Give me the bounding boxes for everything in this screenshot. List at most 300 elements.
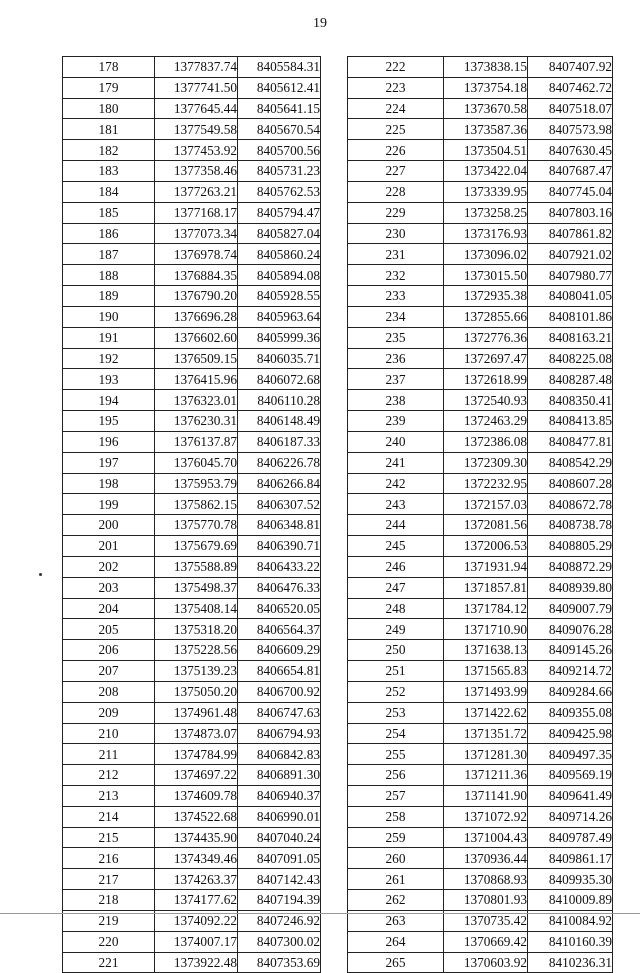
table-row (348, 181, 613, 202)
y-coordinate-cell: 8408805.29 (528, 536, 613, 557)
x-coordinate-cell: 1372309.30 (444, 452, 528, 473)
y-coordinate-cell: 8405963.64 (238, 306, 321, 327)
point-number-cell: 188 (63, 265, 155, 286)
x-coordinate-cell: 1374263.37 (155, 869, 238, 890)
point-number-cell: 236 (348, 348, 444, 369)
x-coordinate-cell: 1372855.66 (444, 306, 528, 327)
y-coordinate-cell: 8406307.52 (238, 494, 321, 515)
x-coordinate-cell: 1372081.56 (444, 515, 528, 536)
point-number-cell: 213 (63, 785, 155, 806)
point-number-cell: 196 (63, 431, 155, 452)
point-number-cell: 194 (63, 390, 155, 411)
point-number-cell: 241 (348, 452, 444, 473)
y-coordinate-cell: 8407040.24 (238, 827, 321, 848)
y-coordinate-cell: 8405612.41 (238, 77, 321, 98)
x-coordinate-cell: 1374522.68 (155, 806, 238, 827)
point-number-cell: 223 (348, 77, 444, 98)
x-coordinate-cell: 1374435.90 (155, 827, 238, 848)
x-coordinate-cell: 1374784.99 (155, 744, 238, 765)
table-row (348, 57, 613, 78)
point-number-cell: 214 (63, 806, 155, 827)
table-row (348, 848, 613, 869)
x-coordinate-cell: 1370801.93 (444, 890, 528, 911)
x-coordinate-cell: 1371710.90 (444, 619, 528, 640)
x-coordinate-cell: 1371351.72 (444, 723, 528, 744)
y-coordinate-cell: 8406476.33 (238, 577, 321, 598)
x-coordinate-cell: 1372006.53 (444, 536, 528, 557)
y-coordinate-cell: 8409569.19 (528, 765, 613, 786)
y-coordinate-cell: 8410160.39 (528, 931, 613, 952)
y-coordinate-cell: 8405700.56 (238, 140, 321, 161)
coordinate-table-right (347, 56, 613, 973)
x-coordinate-cell: 1371281.30 (444, 744, 528, 765)
x-coordinate-cell: 1371565.83 (444, 661, 528, 682)
point-number-cell: 244 (348, 515, 444, 536)
point-number-cell: 179 (63, 77, 155, 98)
x-coordinate-cell: 1373015.50 (444, 265, 528, 286)
point-number-cell: 205 (63, 619, 155, 640)
x-coordinate-cell: 1376137.87 (155, 431, 238, 452)
table-row (348, 869, 613, 890)
table-row (63, 577, 321, 598)
x-coordinate-cell: 1375498.37 (155, 577, 238, 598)
x-coordinate-cell: 1375953.79 (155, 473, 238, 494)
x-coordinate-cell: 1370936.44 (444, 848, 528, 869)
y-coordinate-cell: 8409145.26 (528, 640, 613, 661)
x-coordinate-cell: 1372540.93 (444, 390, 528, 411)
point-number-cell: 257 (348, 785, 444, 806)
x-coordinate-cell: 1377453.92 (155, 140, 238, 161)
y-coordinate-cell: 8405999.36 (238, 327, 321, 348)
point-number-cell: 211 (63, 744, 155, 765)
point-number-cell: 198 (63, 473, 155, 494)
table-row (348, 140, 613, 161)
y-coordinate-cell: 8409641.49 (528, 785, 613, 806)
point-number-cell: 187 (63, 244, 155, 265)
table-row (348, 556, 613, 577)
x-coordinate-cell: 1377073.34 (155, 223, 238, 244)
table-row (63, 306, 321, 327)
table-row (63, 765, 321, 786)
table-row (348, 244, 613, 265)
y-coordinate-cell: 8407462.72 (528, 77, 613, 98)
table-row (348, 640, 613, 661)
point-number-cell: 234 (348, 306, 444, 327)
table-row (63, 348, 321, 369)
y-coordinate-cell: 8407803.16 (528, 202, 613, 223)
y-coordinate-cell: 8407518.07 (528, 98, 613, 119)
y-coordinate-cell: 8407745.04 (528, 181, 613, 202)
y-coordinate-cell: 8408542.29 (528, 452, 613, 473)
x-coordinate-cell: 1375228.56 (155, 640, 238, 661)
table-row (63, 494, 321, 515)
y-coordinate-cell: 8405762.53 (238, 181, 321, 202)
x-coordinate-cell: 1376978.74 (155, 244, 238, 265)
table-row (63, 515, 321, 536)
x-coordinate-cell: 1371857.81 (444, 577, 528, 598)
table-row (63, 286, 321, 307)
table-row (63, 77, 321, 98)
x-coordinate-cell: 1372463.29 (444, 411, 528, 432)
table-row (348, 890, 613, 911)
y-coordinate-cell: 8405584.31 (238, 57, 321, 78)
point-number-cell: 185 (63, 202, 155, 223)
x-coordinate-cell: 1372776.36 (444, 327, 528, 348)
y-coordinate-cell: 8407687.47 (528, 161, 613, 182)
y-coordinate-cell: 8406609.29 (238, 640, 321, 661)
point-number-cell: 200 (63, 515, 155, 536)
x-coordinate-cell: 1372386.08 (444, 431, 528, 452)
table-row (63, 702, 321, 723)
bottom-edge-line (0, 913, 640, 914)
table-row (348, 265, 613, 286)
y-coordinate-cell: 8406148.49 (238, 411, 321, 432)
y-coordinate-cell: 8407630.45 (528, 140, 613, 161)
x-coordinate-cell: 1377645.44 (155, 98, 238, 119)
x-coordinate-cell: 1373670.58 (444, 98, 528, 119)
table-row (348, 431, 613, 452)
point-number-cell: 230 (348, 223, 444, 244)
y-coordinate-cell: 8406348.81 (238, 515, 321, 536)
table-row (63, 119, 321, 140)
x-coordinate-cell: 1374177.62 (155, 890, 238, 911)
x-coordinate-cell: 1376509.15 (155, 348, 238, 369)
table-row (348, 77, 613, 98)
x-coordinate-cell: 1373258.25 (444, 202, 528, 223)
x-coordinate-cell: 1370603.92 (444, 952, 528, 973)
x-coordinate-cell: 1374697.22 (155, 765, 238, 786)
table-row (63, 411, 321, 432)
table-row (63, 140, 321, 161)
point-number-cell: 248 (348, 598, 444, 619)
y-coordinate-cell: 8405731.23 (238, 161, 321, 182)
point-number-cell: 255 (348, 744, 444, 765)
x-coordinate-cell: 1371493.99 (444, 681, 528, 702)
x-coordinate-cell: 1371422.62 (444, 702, 528, 723)
point-number-cell: 192 (63, 348, 155, 369)
y-coordinate-cell: 8405860.24 (238, 244, 321, 265)
table-row (348, 785, 613, 806)
x-coordinate-cell: 1375408.14 (155, 598, 238, 619)
y-coordinate-cell: 8409355.08 (528, 702, 613, 723)
point-number-cell: 218 (63, 890, 155, 911)
point-number-cell: 250 (348, 640, 444, 661)
table-row (63, 223, 321, 244)
point-number-cell: 227 (348, 161, 444, 182)
x-coordinate-cell: 1372232.95 (444, 473, 528, 494)
point-number-cell: 259 (348, 827, 444, 848)
table-row (348, 286, 613, 307)
table-row (63, 785, 321, 806)
x-coordinate-cell: 1374873.07 (155, 723, 238, 744)
x-coordinate-cell: 1376790.20 (155, 286, 238, 307)
x-coordinate-cell: 1376696.28 (155, 306, 238, 327)
point-number-cell: 217 (63, 869, 155, 890)
y-coordinate-cell: 8405827.04 (238, 223, 321, 244)
point-number-cell: 249 (348, 619, 444, 640)
x-coordinate-cell: 1373422.04 (444, 161, 528, 182)
table-row (63, 556, 321, 577)
y-coordinate-cell: 8409214.72 (528, 661, 613, 682)
point-number-cell: 260 (348, 848, 444, 869)
point-number-cell: 197 (63, 452, 155, 473)
x-coordinate-cell: 1371211.36 (444, 765, 528, 786)
x-coordinate-cell: 1377741.50 (155, 77, 238, 98)
y-coordinate-cell: 8408101.86 (528, 306, 613, 327)
table-row (348, 806, 613, 827)
x-coordinate-cell: 1371141.90 (444, 785, 528, 806)
point-number-cell: 222 (348, 57, 444, 78)
point-number-cell: 231 (348, 244, 444, 265)
x-coordinate-cell: 1375588.89 (155, 556, 238, 577)
x-coordinate-cell: 1377358.46 (155, 161, 238, 182)
point-number-cell: 252 (348, 681, 444, 702)
table-row (348, 452, 613, 473)
point-number-cell: 208 (63, 681, 155, 702)
x-coordinate-cell: 1376045.70 (155, 452, 238, 473)
y-coordinate-cell: 8407921.02 (528, 244, 613, 265)
point-number-cell: 265 (348, 952, 444, 973)
table-row (63, 744, 321, 765)
y-coordinate-cell: 8406266.84 (238, 473, 321, 494)
point-number-cell: 247 (348, 577, 444, 598)
y-coordinate-cell: 8405794.47 (238, 202, 321, 223)
table-row (63, 202, 321, 223)
table-row (63, 57, 321, 78)
table-row (63, 452, 321, 473)
point-number-cell: 207 (63, 661, 155, 682)
x-coordinate-cell: 1370735.42 (444, 910, 528, 931)
point-number-cell: 263 (348, 910, 444, 931)
point-number-cell: 242 (348, 473, 444, 494)
point-number-cell: 226 (348, 140, 444, 161)
table-row (348, 702, 613, 723)
point-number-cell: 251 (348, 661, 444, 682)
table-row (63, 390, 321, 411)
y-coordinate-cell: 8408287.48 (528, 369, 613, 390)
point-number-cell: 215 (63, 827, 155, 848)
x-coordinate-cell: 1372157.03 (444, 494, 528, 515)
y-coordinate-cell: 8409007.79 (528, 598, 613, 619)
point-number-cell: 216 (63, 848, 155, 869)
y-coordinate-cell: 8409284.66 (528, 681, 613, 702)
point-number-cell: 220 (63, 931, 155, 952)
table-row (348, 723, 613, 744)
y-coordinate-cell: 8406842.83 (238, 744, 321, 765)
y-coordinate-cell: 8408872.29 (528, 556, 613, 577)
y-coordinate-cell: 8406035.71 (238, 348, 321, 369)
y-coordinate-cell: 8406390.71 (238, 536, 321, 557)
table-row (63, 827, 321, 848)
table-row (63, 473, 321, 494)
table-row (63, 431, 321, 452)
y-coordinate-cell: 8409861.17 (528, 848, 613, 869)
x-coordinate-cell: 1374007.17 (155, 931, 238, 952)
point-number-cell: 204 (63, 598, 155, 619)
y-coordinate-cell: 8408350.41 (528, 390, 613, 411)
y-coordinate-cell: 8406747.63 (238, 702, 321, 723)
y-coordinate-cell: 8408477.81 (528, 431, 613, 452)
point-number-cell: 253 (348, 702, 444, 723)
point-number-cell: 256 (348, 765, 444, 786)
y-coordinate-cell: 8405894.08 (238, 265, 321, 286)
y-coordinate-cell: 8406110.28 (238, 390, 321, 411)
table-row (348, 931, 613, 952)
point-number-cell: 225 (348, 119, 444, 140)
point-number-cell: 178 (63, 57, 155, 78)
table-row (348, 202, 613, 223)
point-number-cell: 209 (63, 702, 155, 723)
y-coordinate-cell: 8408672.78 (528, 494, 613, 515)
point-number-cell: 224 (348, 98, 444, 119)
point-number-cell: 201 (63, 536, 155, 557)
table-row (348, 369, 613, 390)
point-number-cell: 254 (348, 723, 444, 744)
x-coordinate-cell: 1377263.21 (155, 181, 238, 202)
y-coordinate-cell: 8409425.98 (528, 723, 613, 744)
table-row (348, 494, 613, 515)
point-number-cell: 221 (63, 952, 155, 973)
table-row (63, 244, 321, 265)
table-row (63, 952, 321, 973)
table-row (348, 827, 613, 848)
y-coordinate-cell: 8409935.30 (528, 869, 613, 890)
table-row (63, 598, 321, 619)
point-number-cell: 240 (348, 431, 444, 452)
page-number: 19 (313, 16, 327, 31)
table-row (63, 536, 321, 557)
table-row (348, 598, 613, 619)
x-coordinate-cell: 1373176.93 (444, 223, 528, 244)
point-number-cell: 212 (63, 765, 155, 786)
x-coordinate-cell: 1376323.01 (155, 390, 238, 411)
y-coordinate-cell: 8408939.80 (528, 577, 613, 598)
x-coordinate-cell: 1373587.36 (444, 119, 528, 140)
table-row (63, 181, 321, 202)
point-number-cell: 183 (63, 161, 155, 182)
table-row (348, 952, 613, 973)
y-coordinate-cell: 8406891.30 (238, 765, 321, 786)
x-coordinate-cell: 1373754.18 (444, 77, 528, 98)
y-coordinate-cell: 8406226.78 (238, 452, 321, 473)
x-coordinate-cell: 1371784.12 (444, 598, 528, 619)
x-coordinate-cell: 1370868.93 (444, 869, 528, 890)
x-coordinate-cell: 1376884.35 (155, 265, 238, 286)
x-coordinate-cell: 1373922.48 (155, 952, 238, 973)
x-coordinate-cell: 1371072.92 (444, 806, 528, 827)
x-coordinate-cell: 1371004.43 (444, 827, 528, 848)
x-coordinate-cell: 1372697.47 (444, 348, 528, 369)
x-coordinate-cell: 1377837.74 (155, 57, 238, 78)
x-coordinate-cell: 1372618.99 (444, 369, 528, 390)
point-number-cell: 191 (63, 327, 155, 348)
point-number-cell: 186 (63, 223, 155, 244)
point-number-cell: 182 (63, 140, 155, 161)
table-row (348, 348, 613, 369)
point-number-cell: 210 (63, 723, 155, 744)
table-row (63, 806, 321, 827)
x-coordinate-cell: 1377549.58 (155, 119, 238, 140)
table-row (348, 390, 613, 411)
x-coordinate-cell: 1370669.42 (444, 931, 528, 952)
y-coordinate-cell: 8406433.22 (238, 556, 321, 577)
y-coordinate-cell: 8406520.05 (238, 598, 321, 619)
point-number-cell: 206 (63, 640, 155, 661)
y-coordinate-cell: 8406654.81 (238, 661, 321, 682)
y-coordinate-cell: 8407353.69 (238, 952, 321, 973)
table-row (348, 223, 613, 244)
point-number-cell: 184 (63, 181, 155, 202)
table-row (348, 681, 613, 702)
point-number-cell: 261 (348, 869, 444, 890)
y-coordinate-cell: 8405670.54 (238, 119, 321, 140)
x-coordinate-cell: 1372935.38 (444, 286, 528, 307)
table-row (63, 931, 321, 952)
table-row (63, 661, 321, 682)
point-number-cell: 232 (348, 265, 444, 286)
point-number-cell: 262 (348, 890, 444, 911)
point-number-cell: 181 (63, 119, 155, 140)
y-coordinate-cell: 8407300.02 (238, 931, 321, 952)
x-coordinate-cell: 1376230.31 (155, 411, 238, 432)
table-row (348, 744, 613, 765)
x-coordinate-cell: 1376415.96 (155, 369, 238, 390)
x-coordinate-cell: 1371931.94 (444, 556, 528, 577)
point-number-cell: 228 (348, 181, 444, 202)
table-row (63, 681, 321, 702)
y-coordinate-cell: 8408607.28 (528, 473, 613, 494)
table-row (348, 619, 613, 640)
x-coordinate-cell: 1373339.95 (444, 181, 528, 202)
table-row (63, 869, 321, 890)
table-row (348, 536, 613, 557)
x-coordinate-cell: 1373096.02 (444, 244, 528, 265)
y-coordinate-cell: 8407142.43 (238, 869, 321, 890)
point-number-cell: 264 (348, 931, 444, 952)
point-number-cell: 235 (348, 327, 444, 348)
y-coordinate-cell: 8406072.68 (238, 369, 321, 390)
table-row (348, 473, 613, 494)
y-coordinate-cell: 8408041.05 (528, 286, 613, 307)
point-number-cell: 219 (63, 910, 155, 931)
y-coordinate-cell: 8407246.92 (238, 910, 321, 931)
coordinate-table-left (62, 56, 321, 973)
y-coordinate-cell: 8408163.21 (528, 327, 613, 348)
y-coordinate-cell: 8406564.37 (238, 619, 321, 640)
x-coordinate-cell: 1375318.20 (155, 619, 238, 640)
point-number-cell: 245 (348, 536, 444, 557)
y-coordinate-cell: 8408225.08 (528, 348, 613, 369)
point-number-cell: 190 (63, 306, 155, 327)
x-coordinate-cell: 1374961.48 (155, 702, 238, 723)
point-number-cell: 237 (348, 369, 444, 390)
point-number-cell: 203 (63, 577, 155, 598)
table-row (348, 306, 613, 327)
y-coordinate-cell: 8407091.05 (238, 848, 321, 869)
table-row (348, 98, 613, 119)
x-coordinate-cell: 1374092.22 (155, 910, 238, 931)
point-number-cell: 246 (348, 556, 444, 577)
point-number-cell: 202 (63, 556, 155, 577)
table-row (63, 98, 321, 119)
table-row (63, 723, 321, 744)
x-coordinate-cell: 1375139.23 (155, 661, 238, 682)
point-number-cell: 258 (348, 806, 444, 827)
point-number-cell: 195 (63, 411, 155, 432)
x-coordinate-cell: 1374349.46 (155, 848, 238, 869)
x-coordinate-cell: 1376602.60 (155, 327, 238, 348)
y-coordinate-cell: 8406794.93 (238, 723, 321, 744)
